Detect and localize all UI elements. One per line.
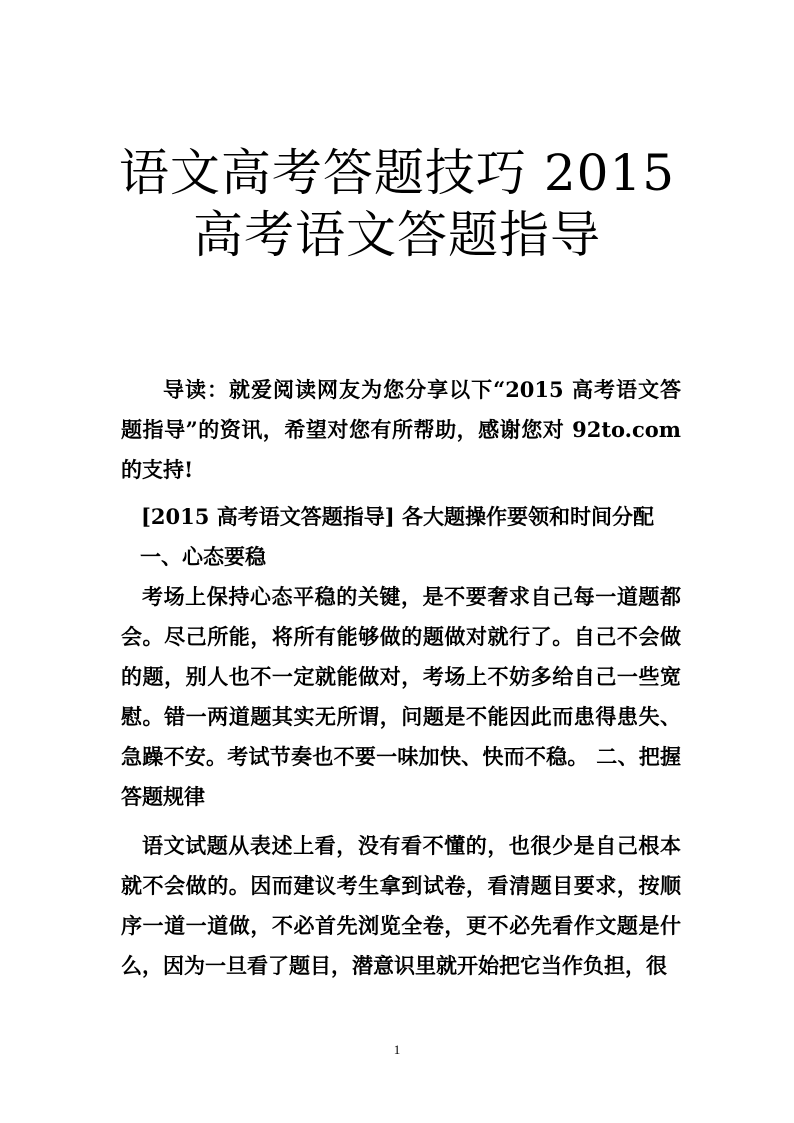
body-paragraph-1: 考场上保持心态平稳的关键，是不要奢求自己每一道题都会。尽己所能，将所有能够做的题做对就行了。自己不会做的题，别人也不一定就能做对，考场上不妨多给自己一些宽慰。错一两道题其实无所谓，问题是不能因此而患得患失、急躁不安。考试节奏也不要一味加快、快而不稳。 二、把握答题规律: [121, 584, 681, 809]
document-title-line-1: 语文高考答题技巧 2015: [118, 144, 676, 202]
section-heading: [2015 高考语文答题指导] 各大题操作要领和时间分配: [141, 504, 654, 529]
section-1-title: 一、心态要稳: [140, 544, 266, 569]
body-paragraph-2: 语文试题从表述上看，没有看不懂的，也很少是自己根本就不会做的。因而建议考生拿到试卷，看清题目要求，按顺序一道一道做，不必首先浏览全卷，更不必先看作文题是什么，因为一旦看了题目，潜意识里就开始把它当作负担，很: [121, 833, 681, 978]
intro-paragraph: 导读：就爱阅读网友为您分享以下“2015 高考语文答题指导”的资讯，希望对您有所帮助，感谢您对 92to.com 的支持!: [121, 377, 681, 482]
document-title-line-2: 高考语文答题指导: [193, 206, 601, 264]
page-number: 1: [393, 1042, 401, 1057]
